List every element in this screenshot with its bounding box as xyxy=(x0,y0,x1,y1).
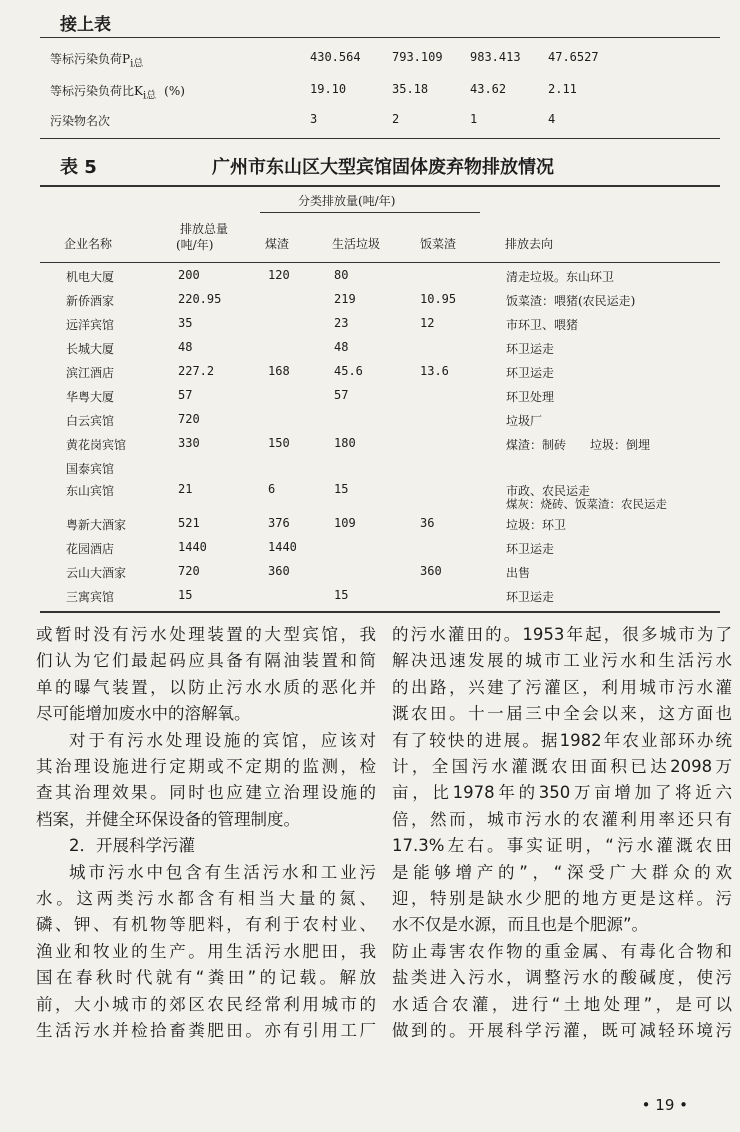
paragraph-line: 的出路，兴建了污灌区，利用城市污水灌 xyxy=(392,677,732,697)
paragraph-line: 磷、钾、有机物等肥料，有利于农村业、 xyxy=(36,915,376,935)
cell-name: 三寓宾馆 xyxy=(66,590,115,604)
cell-dest: 环卫处理 xyxy=(506,390,555,404)
paragraph-line: 做到的。开展科学污灌，既可减轻环境污 xyxy=(392,1021,732,1041)
cell-name: 远洋宾馆 xyxy=(66,318,115,332)
cell-name: 粤新大酒家 xyxy=(66,518,127,532)
cell-dest: 环卫运走 xyxy=(506,542,555,556)
cell-total: 720 xyxy=(178,564,200,578)
continuation-title: 接上表 xyxy=(60,15,111,35)
cell-slag: 1440 xyxy=(268,540,297,554)
paragraph-line: 是能够增产的”，“深受广大群众的欢 xyxy=(392,862,732,882)
cell-dest: 清走垃圾。东山环卫 xyxy=(506,270,615,284)
header-dest: 排放去向 xyxy=(505,237,554,251)
cell-total: 227.2 xyxy=(178,364,215,378)
cell-dest: 垃圾厂 xyxy=(506,414,543,428)
cell-name: 新侨酒家 xyxy=(66,294,115,308)
paragraph-line: 其治理设施进行定期或不定期的监测，检 xyxy=(36,757,376,777)
continuation-value: 43.62 xyxy=(470,82,507,96)
paragraph-line: 对于有污水处理设施的宾馆，应该对 xyxy=(69,730,376,750)
cell-garbage: 15 xyxy=(334,588,349,602)
cell-food: 13.6 xyxy=(420,364,449,378)
paragraph-line: 防止毒害农作物的重金属、有毒化合物和 xyxy=(392,941,732,961)
paragraph-line: 们认为它们最起码应具备有隔油装置和简 xyxy=(36,651,376,671)
cell-slag: 376 xyxy=(268,516,290,530)
table5-number: 表 5 xyxy=(60,157,97,178)
row-label-text: 等标污染负荷P xyxy=(50,52,131,66)
paragraph-line: 17.3%左右。事实证明，“污水灌溉农田 xyxy=(392,836,732,856)
paragraph-line: 水不仅是水源，而且也是个肥源”。 xyxy=(392,915,649,935)
continuation-value: 1 xyxy=(470,112,478,126)
cell-slag: 360 xyxy=(268,564,290,578)
cell-total: 57 xyxy=(178,388,193,402)
continuation-value: 4 xyxy=(548,112,556,126)
paragraph-line: 溉农田。十一届三中全会以来，这方面也 xyxy=(392,704,732,724)
cell-slag: 6 xyxy=(268,482,276,496)
row-label-subscript: i总 xyxy=(142,90,157,102)
paragraph-line: 2．开展科学污灌 xyxy=(69,836,195,856)
header-garbage: 生活垃圾 xyxy=(332,237,381,251)
paragraph-line: 生活污水并检拾畜粪肥田。亦有引用工厂 xyxy=(36,1021,376,1041)
table5-group-rule xyxy=(260,212,480,213)
row-label-subscript: i总 xyxy=(130,58,144,70)
cell-total: 521 xyxy=(178,516,200,530)
cell-garbage: 109 xyxy=(334,516,356,530)
cell-total: 48 xyxy=(178,340,193,354)
cell-dest: 环卫运走 xyxy=(506,366,555,380)
body-right-column xyxy=(392,622,732,1045)
cell-total: 720 xyxy=(178,412,200,426)
paragraph-line: 迎，特别是缺水少肥的地方更是这样。污 xyxy=(392,889,732,909)
row-label-suffix: (%) xyxy=(164,84,185,98)
cell-garbage: 57 xyxy=(334,388,349,402)
continuation-value: 47.6527 xyxy=(548,50,599,64)
paragraph-line: 亩，比1978年的350万亩增加了将近六 xyxy=(392,783,732,803)
continuation-row-label xyxy=(50,50,143,69)
cell-name: 华粤大厦 xyxy=(66,390,115,404)
cell-food: 10.95 xyxy=(420,292,457,306)
header-name: 企业名称 xyxy=(64,237,113,251)
cell-name: 花园酒店 xyxy=(66,542,115,556)
cell-name: 国泰宾馆 xyxy=(66,462,115,476)
cell-total: 15 xyxy=(178,588,193,602)
cell-dest: 环卫运走 xyxy=(506,590,555,604)
cell-food: 360 xyxy=(420,564,442,578)
paragraph-line: 倍，然而，城市污水的农灌利用率还只有 xyxy=(392,809,732,829)
cell-total: 220.95 xyxy=(178,292,222,306)
cell-dest: 煤渣：制砖 垃圾：倒埋 xyxy=(506,438,651,452)
cell-garbage: 80 xyxy=(334,268,349,282)
cell-dest: 垃圾：环卫 xyxy=(506,518,567,532)
cell-name: 机电大厦 xyxy=(66,270,115,284)
continuation-value: 3 xyxy=(310,112,318,126)
paragraph-line: 计，全国污水灌溉农田面积已达2098万 xyxy=(392,757,732,777)
cell-garbage: 23 xyxy=(334,316,349,330)
paragraph-line: 解决迅速发展的城市工业污水和生活污水 xyxy=(392,651,732,671)
cell-garbage: 48 xyxy=(334,340,349,354)
paragraph-line: 档案，并健全环保设备的管理制度。 xyxy=(36,809,300,829)
paragraph-line: 城市污水中包含有生活污水和工业污 xyxy=(69,862,376,882)
paragraph-line: 国在春秋时代就有“粪田”的记载。解放 xyxy=(36,968,376,988)
continuation-bottom-rule xyxy=(40,138,720,139)
continuation-top-rule xyxy=(40,37,720,38)
cell-name: 东山宾馆 xyxy=(66,484,115,498)
paragraph-line: 渔业和牧业的生产。用生活污水肥田，我 xyxy=(36,941,376,961)
row-label-text: 污染物名次 xyxy=(50,114,111,128)
cell-food: 12 xyxy=(420,316,435,330)
paragraph-line: 查其治理效果。同时也应建立治理设施的 xyxy=(36,783,376,803)
paragraph-line: 前，大小城市的郊区农民经常利用城市的 xyxy=(36,994,376,1014)
cell-total: 1440 xyxy=(178,540,207,554)
header-total-unit: (吨/年) xyxy=(176,238,214,252)
cell-dest: 市政、农民运走 xyxy=(506,484,591,498)
header-slag: 煤渣 xyxy=(265,237,290,251)
continuation-value: 2 xyxy=(392,112,400,126)
paragraph-line: 单的曝气装置，以防止污水水质的恶化并 xyxy=(36,677,376,697)
cell-dest: 市环卫、喂猪 xyxy=(506,318,579,332)
paragraph-line: 尽可能增加废水中的溶解氧。 xyxy=(36,704,251,724)
cell-garbage: 45.6 xyxy=(334,364,363,378)
paragraph-line: 有了较快的进展。据1982年农业部环办统 xyxy=(392,730,732,750)
continuation-row-label xyxy=(50,82,185,101)
cell-name: 滨江酒店 xyxy=(66,366,115,380)
cell-dest-line2: 煤灰：烧砖、饭菜渣：农民运走 xyxy=(506,497,667,511)
continuation-value: 793.109 xyxy=(392,50,443,64)
cell-name: 云山大酒家 xyxy=(66,566,127,580)
continuation-value: 983.413 xyxy=(470,50,521,64)
continuation-value: 2.11 xyxy=(548,82,577,96)
table5-header-rule xyxy=(40,262,720,263)
paragraph-line: 盐类进入污水，调整污水的酸碱度，使污 xyxy=(392,968,732,988)
cell-total: 330 xyxy=(178,436,200,450)
cell-total: 35 xyxy=(178,316,193,330)
paragraph-line: 或暂时没有污水处理装置的大型宾馆，我 xyxy=(36,625,376,644)
cell-dest: 饭菜渣：喂猪(农民运走) xyxy=(506,294,636,308)
cell-name: 白云宾馆 xyxy=(66,414,115,428)
row-label-text: 等标污染负荷比K xyxy=(50,84,143,98)
cell-garbage: 219 xyxy=(334,292,356,306)
cell-garbage: 15 xyxy=(334,482,349,496)
continuation-value: 35.18 xyxy=(392,82,429,96)
paragraph-line: 水适合农灌，进行“土地处理”，是可以 xyxy=(392,994,732,1014)
paragraph-line: 的污水灌田的。1953年起，很多城市为了 xyxy=(392,625,732,644)
continuation-value: 430.564 xyxy=(310,50,361,64)
paragraph-line: 水。这两类污水都含有相当大量的氮、 xyxy=(36,889,376,909)
continuation-row-label xyxy=(50,112,110,129)
cell-garbage: 180 xyxy=(334,436,356,450)
table5-group-header: 分类排放量(吨/年) xyxy=(298,194,396,208)
table5-title: 广州市东山区大型宾馆固体废弃物排放情况 xyxy=(212,157,554,178)
header-food: 饭菜渣 xyxy=(420,237,457,251)
continuation-value: 19.10 xyxy=(310,82,347,96)
table5-bottom-rule xyxy=(40,611,720,613)
cell-slag: 150 xyxy=(268,436,290,450)
cell-name: 黄花岗宾馆 xyxy=(66,438,127,452)
cell-dest: 出售 xyxy=(506,566,531,580)
cell-name: 长城大厦 xyxy=(66,342,115,356)
cell-slag: 120 xyxy=(268,268,290,282)
cell-slag: 168 xyxy=(268,364,290,378)
page-number: • 19 • xyxy=(641,1096,688,1114)
cell-total: 200 xyxy=(178,268,200,282)
cell-food: 36 xyxy=(420,516,435,530)
header-total: 排放总量 xyxy=(180,222,229,236)
cell-dest: 环卫运走 xyxy=(506,342,555,356)
body-left-column xyxy=(36,622,376,1045)
cell-total: 21 xyxy=(178,482,193,496)
table5-top-rule xyxy=(40,185,720,187)
